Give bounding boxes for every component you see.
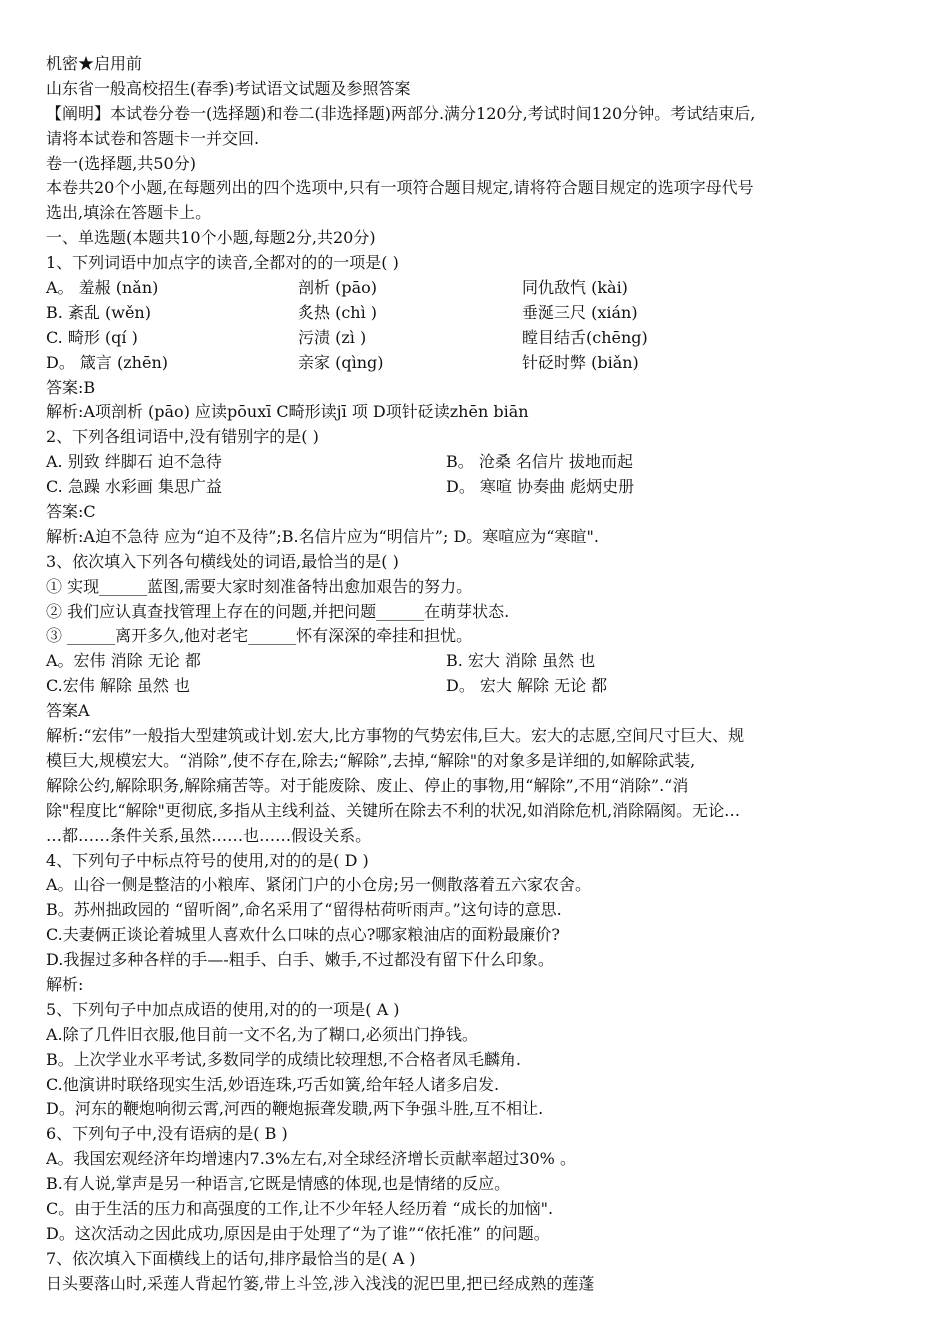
q1-options-row [46,301,910,326]
q2-option-c: C. 急躁 水彩画 集思广益 [46,477,223,497]
q7-text: 日头要落山时,采莲人背起竹篓,带上斗笠,涉入浅浅的泥巴里,把已经成熟的莲蓬 [46,1273,595,1293]
q6-option-d: D。这次活动之因此成功,原因是由于处理了“为了谁”“依托准” 的问题。 [46,1223,550,1243]
q3-stem: 3、依次填入下列各句横线处的词语,最恰当的是( ) [46,551,399,571]
q1-options-row [46,326,910,351]
q1-options-row [46,351,910,376]
q3-analysis-line: 除"程度比“解除"更彻底,多指从主线利益、关键所在除去不利的状况,如消除危机,消除隔阂。无论… [46,800,741,820]
q3-analysis-line: 解除公约,解除职务,解除痛苦等。对于能废除、废止、停止的事物,用“解除”,不用“消除”.“消 [46,775,689,795]
q3-options-row [46,649,910,674]
q1-option-b-2: 炙热 (chì ) [298,302,378,322]
q1-analysis: 解析:A项剖析 (pāo) 应读pōuxī C畸形读jī 项 D项针砭读zhēn biān [46,402,529,422]
instructions-line-1: 【阐明】本试卷分卷一(选择题)和卷二(非选择题)两部分.满分120分,考试时间120分钟。考试结束后, [46,103,756,123]
q5-option-c: C.他演讲时联络现实生活,妙语连珠,巧舌如簧,给年轻人诸多启发. [46,1074,500,1094]
q1-answer: 答案:B [46,377,96,397]
q1-option-d: D。 箴言 (zhēn) [46,352,168,372]
q4-option-c: C.夫妻俩正谈论着城里人喜欢什么口味的点心?哪家粮油店的面粉最廉价? [46,925,560,945]
q6-option-c: C。由于生活的压力和高强度的工作,让不少年轻人经历着 “成长的加恼". [46,1198,554,1218]
q4-option-a: A。山谷一侧是整洁的小粮库、紧闭门户的小仓房;另一侧散落着五六家农舍。 [46,875,591,895]
q1-option-c-3: 瞠目结舌(chēng) [522,327,648,347]
q3-analysis-line: 模巨大,规模宏大。“消除”,使不存在,除去;“解除”,去掉,“解除"的对象多是详细的,如解除武装, [46,750,696,770]
q1-option-c: C. 畸形 (qí ) [46,327,138,347]
q2-options-row [46,475,910,500]
q2-analysis: 解析:A迫不急待 应为“迫不及待”;B.名信片应为“明信片”; D。寒喧应为“寒暄". [46,526,599,546]
instructions-line-2: 请将本试卷和答题卡一并交回. [46,128,260,148]
q3-analysis-line: …都……条件关系,虽然……也……假设关系。 [46,825,372,845]
q6-option-a: A。我国宏观经济年均增速内7.3%左右,对全球经济增长贡献率超过30% 。 [46,1149,576,1169]
q1-stem: 1、下列词语中加点字的读音,全都对的的一项是( ) [46,253,399,273]
q3-sentence-2: ② 我们应认真查找管理上存在的问题,并把问题______在萌芽状态. [46,601,510,621]
q2-option-a: A. 别致 绊脚石 迫不急待 [46,452,222,472]
q2-option-b: B。 沧桑 名信片 拔地而起 [446,452,634,472]
q7-stem: 7、依次填入下面横线上的话句,排序最恰当的是( A ) [46,1248,416,1268]
q5-option-d: D。河东的鞭炮响彻云霄,河西的鞭炮振聋发聩,两下争强斗胜,互不相让. [46,1099,544,1119]
q3-sentence-1: ① 实现______蓝图,需要大家时刻准备特出愈加艰告的努力。 [46,576,473,596]
q3-answer: 答案A [46,701,90,721]
q1-option-a: A。 羞赧 (nǎn) [46,278,159,298]
part-one-intro-2: 选出,填涂在答题卡上。 [46,203,212,223]
q5-option-a: A.除了几件旧衣服,他目前一文不名,为了糊口,必须出门挣钱。 [46,1024,478,1044]
q1-options-row [46,276,910,301]
q5-option-b: B。上次学业水平考试,多数同学的成绩比较理想,不合格者凤毛麟角. [46,1049,522,1069]
q3-options-row [46,674,910,699]
q3-option-b: B. 宏大 消除 虽然 也 [446,651,596,671]
secret-label: 机密★启用前 [46,54,143,73]
exam-title: 山东省一般高校招生(春季)考试语文试题及参照答案 [46,78,411,98]
q4-option-b: B。苏州拙政园的 “留听阁”,命名采用了“留得枯荷听雨声。”这句诗的意思. [46,900,562,920]
q5-stem: 5、下列句子中加点成语的使用,对的的一项是( A ) [46,999,400,1019]
q1-option-d-2: 亲家 (qìng) [298,352,384,372]
q2-option-d: D。 寒喧 协奏曲 彪炳史册 [446,477,635,497]
part-one-title: 卷一(选择题,共50分) [46,153,196,173]
q6-stem: 6、下列句子中,没有语病的是( B ) [46,1124,288,1144]
q1-option-b-3: 垂涎三尺 (xián) [522,302,638,322]
q4-option-d: D.我握过多种各样的手—-粗手、白手、嫩手,不过都没有留下什么印象。 [46,950,554,970]
q4-analysis: 解析: [46,974,84,994]
section-title: 一、单选题(本题共10个小题,每题2分,共20分) [46,228,376,248]
q4-stem: 4、下列句子中标点符号的使用,对的的是( D ) [46,850,369,870]
q3-option-d: D。 宏大 解除 无论 都 [446,676,608,696]
q3-option-c: C.宏伟 解除 虽然 也 [46,676,191,696]
q2-options-row [46,450,910,475]
q3-analysis-line: 解析:“宏伟”一般指大型建筑或计划.宏大,比方事物的气势宏伟,巨大。宏大的志愿,空间尺寸巨大、规 [46,726,745,746]
q3-sentence-3: ③ ______离开多久,他对老宅______怀有深深的牵挂和担忧。 [46,626,473,646]
q1-option-d-3: 针砭时弊 (biǎn) [522,352,639,372]
part-one-intro-1: 本卷共20个小题,在每题列出的四个选项中,只有一项符合题目规定,请将符合题目规定的选项字母代号 [46,178,754,198]
q2-answer: 答案:C [46,502,96,522]
q1-option-b: B. 紊乱 (wěn) [46,302,151,322]
q1-option-a-2: 剖析 (pāo) [298,278,377,298]
q1-option-c-2: 污渍 (zì ) [298,327,367,347]
q3-option-a: A。宏伟 消除 无论 都 [46,651,201,671]
q1-option-a-3: 同仇敌忾 (kài) [522,278,628,298]
q6-option-b: B.有人说,掌声是另一种语言,它既是情感的体现,也是情绪的反应。 [46,1174,511,1194]
q2-stem: 2、下列各组词语中,没有错别字的是( ) [46,427,319,447]
